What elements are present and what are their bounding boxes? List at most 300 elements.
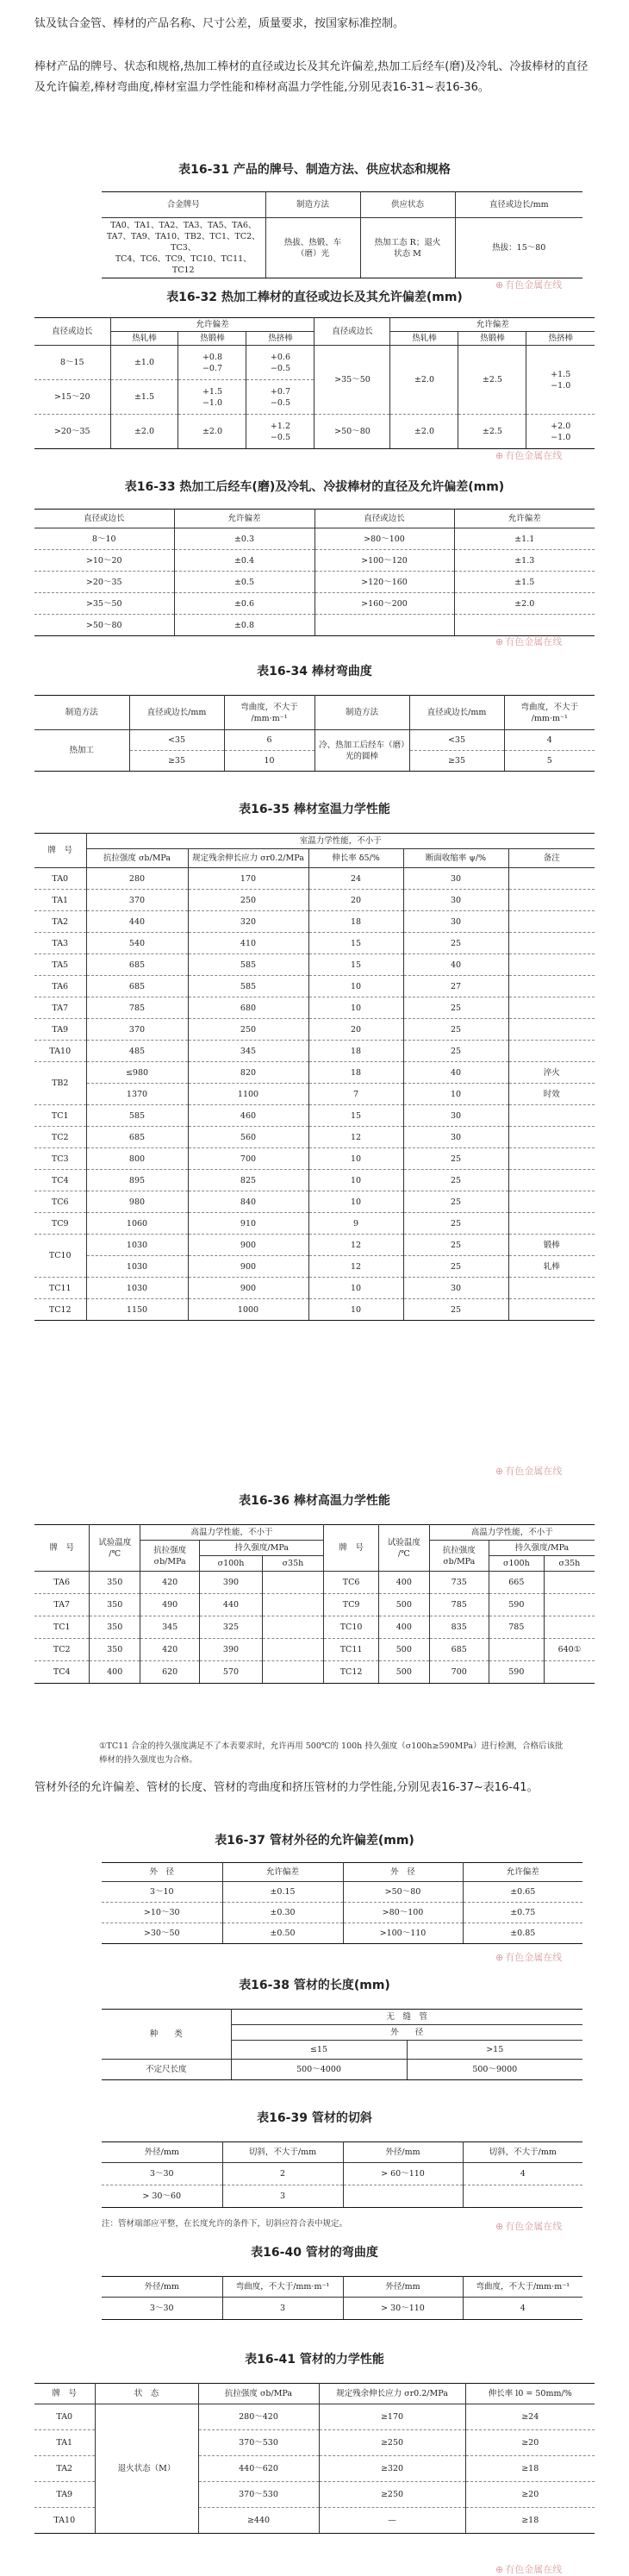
t37-cell: >100～110 xyxy=(343,1923,463,1944)
table-cell: 10 xyxy=(308,1148,403,1170)
table-16-37-caption: 表16-37 管材外径的允许偏差(mm) xyxy=(215,1834,414,1848)
table-cell: 25 xyxy=(403,1148,508,1170)
t35-h-d5: 伸长率 δ5/% xyxy=(308,849,403,868)
t36-h-dur: 持久强度/MPa xyxy=(200,1541,324,1556)
watermark: ⊕ 有色金属在线 xyxy=(495,635,562,648)
table-cell: TA7 xyxy=(34,1594,90,1616)
table-cell: ≥250 xyxy=(319,2430,465,2456)
t37-h-od: 外 径 xyxy=(102,1863,222,1882)
table-cell: 27 xyxy=(403,976,508,997)
t32-cell: ±1.0 xyxy=(110,346,178,380)
table-cell: TA9 xyxy=(34,1019,86,1041)
table-cell: 25 xyxy=(403,1170,508,1191)
t32-h-roll-2: 热轧棒 xyxy=(390,332,458,346)
t32-val: +1.5 xyxy=(202,386,223,397)
table-cell: TC12 xyxy=(34,1299,86,1321)
table-cell: TA9 xyxy=(34,2482,95,2508)
table-cell: 1030 xyxy=(86,1278,188,1299)
table-row xyxy=(34,1127,595,1148)
t33-cell: >50～80 xyxy=(34,615,174,636)
table-cell: 280 xyxy=(86,868,188,890)
table-cell: 320 xyxy=(188,911,308,933)
t33-cell: >160～200 xyxy=(314,593,454,615)
table-cell: 250 xyxy=(188,890,308,911)
t41-h-sr: 规定残余伸长应力 σr0.2/MPa xyxy=(319,2384,465,2404)
t35-cell: 时效 xyxy=(508,1084,595,1105)
t32-val: −1.0 xyxy=(551,380,571,391)
table-cell: 490 xyxy=(140,1594,200,1616)
table-cell xyxy=(508,954,595,976)
table-cell: TA10 xyxy=(34,1041,86,1062)
t39-h-od: 外径/mm xyxy=(102,2142,222,2163)
table-cell: TA2 xyxy=(34,911,86,933)
table-cell: 280～420 xyxy=(198,2404,319,2430)
table-cell xyxy=(508,1170,595,1191)
t40-cell: 3～30 xyxy=(102,2298,222,2320)
table-row xyxy=(34,1278,595,1299)
t40-cell: 4 xyxy=(463,2298,582,2320)
table-cell: 30 xyxy=(403,1278,508,1299)
t35-h-grade: 牌 号 xyxy=(34,834,86,868)
t31-h-size: 直径或边长/mm xyxy=(455,192,582,218)
table-cell: TA0 xyxy=(34,2404,95,2430)
t34-cell: 4 xyxy=(504,730,595,751)
table-16-36-caption: 表16-36 棒材高温力学性能 xyxy=(239,1494,390,1508)
t37-cell: >80～100 xyxy=(343,1903,463,1923)
table-cell: TC10 xyxy=(324,1616,379,1639)
t39-cell: > 60～110 xyxy=(343,2163,463,2185)
t31-grades-line: TC4、TC6、TC9、TC10、TC11、TC12 xyxy=(115,254,252,275)
t35-cell: 1370 xyxy=(86,1084,188,1105)
table-cell: 500 xyxy=(379,1661,430,1684)
table-cell xyxy=(508,1213,595,1235)
t36-h-sb xyxy=(140,1541,200,1572)
t32-val: +1.5 xyxy=(551,369,571,379)
t37-cell: 3～10 xyxy=(102,1882,222,1903)
t32-cell xyxy=(246,380,314,415)
table-16-31-caption: 表16-31 产品的牌号、制造方法、供应状态和规格 xyxy=(178,163,451,177)
t36-h-35-2: σ35h xyxy=(544,1556,595,1572)
t31-method-line: （磨）光 xyxy=(296,248,329,259)
t32-val: +2.0 xyxy=(551,421,571,431)
t31-size: 热拔：15～80 xyxy=(455,218,582,278)
table-row xyxy=(34,868,595,890)
table-cell: 250 xyxy=(188,1019,308,1041)
t34-cell: <35 xyxy=(409,730,504,751)
table-cell: 410 xyxy=(188,933,308,954)
table-cell: TA7 xyxy=(34,997,86,1019)
t35-cell: 12 xyxy=(308,1256,403,1278)
t34-h-bend xyxy=(224,696,314,730)
t32-val: −0.5 xyxy=(270,363,290,373)
t37-cell: ±0.65 xyxy=(463,1882,582,1903)
t40-h-od: 外径/mm xyxy=(102,2277,222,2298)
table-cell: 10 xyxy=(308,997,403,1019)
table-cell: 440 xyxy=(200,1594,262,1616)
table-cell: TC12 xyxy=(324,1661,379,1684)
table-cell: 785 xyxy=(86,997,188,1019)
t32-h-ext: 热挤棒 xyxy=(246,332,314,346)
t33-h-tol-2: 允许偏差 xyxy=(454,510,595,528)
t33-cell: >80～100 xyxy=(314,528,454,550)
t35-cell: 900 xyxy=(188,1235,308,1256)
table-row xyxy=(34,1594,595,1616)
t33-cell: ±1.3 xyxy=(454,550,595,572)
t34-h-bend-2 xyxy=(504,696,595,730)
t32-cell xyxy=(178,346,246,380)
table-16-36 xyxy=(34,1524,595,1684)
table-cell: 12 xyxy=(308,1127,403,1148)
t33-h-size-2: 直径或边长 xyxy=(314,510,454,528)
table-cell xyxy=(508,1127,595,1148)
t32-h-tol: 允许偏差 xyxy=(110,318,314,332)
table-16-34 xyxy=(34,695,595,772)
table-row xyxy=(34,933,595,954)
table-cell: ≥250 xyxy=(319,2482,465,2508)
table-cell: 640① xyxy=(544,1639,595,1661)
table-cell: 400 xyxy=(379,1616,430,1639)
table-cell: 30 xyxy=(403,1105,508,1127)
t35-cell: 7 xyxy=(308,1084,403,1105)
table-row xyxy=(34,954,595,976)
table-cell: 370 xyxy=(86,1019,188,1041)
table-cell: TA6 xyxy=(34,976,86,997)
t32-cell: ±2.5 xyxy=(458,346,526,415)
t32-val: −0.5 xyxy=(270,397,290,408)
table-cell: TC4 xyxy=(34,1170,86,1191)
table-cell: 25 xyxy=(403,1019,508,1041)
t32-cell xyxy=(246,415,314,449)
t33-cell: >120～160 xyxy=(314,572,454,593)
table-cell xyxy=(508,1019,595,1041)
t34-cell: 6 xyxy=(224,730,314,751)
table-cell xyxy=(262,1661,323,1684)
t32-cell: ±2.0 xyxy=(390,415,458,449)
t35-cell: 25 xyxy=(403,1235,508,1256)
t32-h-forge-2: 热锻棒 xyxy=(458,332,526,346)
table-row xyxy=(34,1299,595,1321)
table-cell: 350 xyxy=(90,1639,140,1661)
t35-h-sb: 抗拉强度 σb/MPa xyxy=(86,849,188,868)
table-cell: 735 xyxy=(429,1572,489,1594)
t33-cell: ±1.1 xyxy=(454,528,595,550)
t38-h-od: 外 径 xyxy=(231,2025,582,2041)
table-row xyxy=(34,1191,595,1213)
t39-cell xyxy=(463,2185,582,2208)
t35-cell: 18 xyxy=(308,1062,403,1084)
t38-cell: 500～9000 xyxy=(407,2060,582,2080)
table-cell xyxy=(262,1616,323,1639)
t31-grades-line: TA0、TA1、TA2、TA3、TA5、TA6、 xyxy=(110,221,257,230)
table-cell: 585 xyxy=(86,1105,188,1127)
t31-h-method: 制造方法 xyxy=(265,192,360,218)
t32-cell: >35～50 xyxy=(314,346,390,415)
t33-h-size: 直径或边长 xyxy=(34,510,174,528)
table-cell: 24 xyxy=(308,868,403,890)
t32-val: −0.5 xyxy=(270,432,290,442)
t34-h-bend-line: 弯曲度，不大于 xyxy=(240,702,298,712)
table-cell xyxy=(544,1594,595,1616)
t37-h-tol-2: 允许偏差 xyxy=(463,1863,582,1882)
t36-h-temp xyxy=(90,1525,140,1572)
table-cell: ≥320 xyxy=(319,2456,465,2482)
t31-method-line: 热拔、热锻、车 xyxy=(283,237,342,247)
t35-cell: 10 xyxy=(403,1084,508,1105)
table-cell xyxy=(544,1616,595,1639)
table-16-35-caption: 表16-35 棒材室温力学性能 xyxy=(239,803,390,816)
intro-paragraph: 钛及钛合金管、棒材的产品名称、尺寸公差，质量要求，按国家标准控制。 xyxy=(34,17,405,30)
t33-cell: ±0.4 xyxy=(174,550,314,572)
table-cell: 370～530 xyxy=(198,2482,319,2508)
t36-h-sb-line: 抗拉强度 xyxy=(153,1545,187,1555)
t32-val: +0.6 xyxy=(270,352,290,362)
t36-h-sb-line: σb/MPa xyxy=(153,1556,186,1566)
table-cell: ≥18 xyxy=(465,2456,595,2482)
t33-cell: >35～50 xyxy=(34,593,174,615)
t39-h-cut-2: 切斜，不大于/mm xyxy=(463,2142,582,2163)
t35-cell: 淬火 xyxy=(508,1062,595,1084)
table-row xyxy=(34,1572,595,1594)
t37-cell: ±0.75 xyxy=(463,1903,582,1923)
table-cell: TA1 xyxy=(34,890,86,911)
watermark: ⊕ 有色金属在线 xyxy=(495,448,562,462)
t37-cell: >30～50 xyxy=(102,1923,222,1944)
t34-method-1: 热加工 xyxy=(34,730,129,772)
table-cell: ≥18 xyxy=(465,2508,595,2534)
t34-h-size: 直径或边长/mm xyxy=(129,696,224,730)
table-cell: 25 xyxy=(403,1299,508,1321)
table-16-32 xyxy=(34,317,595,449)
table-row xyxy=(34,2404,595,2430)
t35-cell: 1030 xyxy=(86,1256,188,1278)
t32-val: +0.8 xyxy=(202,352,223,362)
table-cell: 590 xyxy=(489,1594,544,1616)
t32-h-roll: 热轧棒 xyxy=(110,332,178,346)
table-cell xyxy=(544,1661,595,1684)
table-row xyxy=(34,1105,595,1127)
t32-val: −0.7 xyxy=(202,363,223,373)
t35-grade-tc10: TC10 xyxy=(34,1235,86,1278)
t38-h-le: ≤15 xyxy=(231,2041,407,2060)
t35-grade-tb2: TB2 xyxy=(34,1062,86,1105)
t32-cell xyxy=(246,346,314,380)
table-cell: 30 xyxy=(403,868,508,890)
t37-cell: ±0.15 xyxy=(222,1882,343,1903)
table-16-41-caption: 表16-41 管材的力学性能 xyxy=(245,2353,384,2367)
t33-cell: ±2.0 xyxy=(454,593,595,615)
watermark: ⊕ 有色金属在线 xyxy=(495,1950,562,1964)
table-cell: — xyxy=(319,2508,465,2534)
table-cell: 585 xyxy=(188,954,308,976)
t32-cell xyxy=(526,346,595,415)
table-cell: 10 xyxy=(308,1278,403,1299)
table-row xyxy=(34,976,595,997)
table-cell: 390 xyxy=(200,1572,262,1594)
t31-h-grade: 合金牌号 xyxy=(102,192,265,218)
table-cell: 15 xyxy=(308,1105,403,1127)
table-cell: 10 xyxy=(308,976,403,997)
table-16-39 xyxy=(102,2141,582,2208)
t31-grades xyxy=(102,218,265,278)
t39-h-od-2: 外径/mm xyxy=(343,2142,463,2163)
table-cell: TA10 xyxy=(34,2508,95,2534)
watermark: ⊕ 有色金属在线 xyxy=(495,2562,562,2576)
table-cell: TC3 xyxy=(34,1148,86,1170)
t32-cell xyxy=(526,415,595,449)
table-cell: 440～620 xyxy=(198,2456,319,2482)
t41-h-sb: 抗拉强度 σb/MPa xyxy=(198,2384,319,2404)
table-cell: 910 xyxy=(188,1213,308,1235)
table-cell xyxy=(508,1148,595,1170)
table-cell: 40 xyxy=(403,954,508,976)
t32-val: −1.0 xyxy=(202,397,223,408)
table-row xyxy=(34,1019,595,1041)
t34-h-bend-line: /mm·m⁻¹ xyxy=(251,713,288,723)
table-16-39-caption: 表16-39 管材的切斜 xyxy=(257,2111,372,2125)
t35-h-note: 备注 xyxy=(508,849,595,868)
table-16-38 xyxy=(102,2009,582,2080)
table-cell xyxy=(508,1299,595,1321)
table-row xyxy=(34,1148,595,1170)
table-cell: 685 xyxy=(429,1639,489,1661)
t34-h-bend-line: 弯曲度，不大于 xyxy=(520,702,578,712)
table-row xyxy=(34,1170,595,1191)
table-cell: 18 xyxy=(308,1041,403,1062)
t36-h-35: σ35h xyxy=(262,1556,323,1572)
t34-cell: ≥35 xyxy=(129,751,224,772)
table-cell: 1150 xyxy=(86,1299,188,1321)
t34-h-size-2: 直径或边长/mm xyxy=(409,696,504,730)
table-cell: 25 xyxy=(403,1041,508,1062)
t36-footnote: ①TC11 合金的持久强度满足不了本表要求时，允许再用 500℃的 100h 持久强度（σ100h≥590MPa）进行检测，合格后该批棒材的持久强度也为合格。 xyxy=(99,1741,564,1765)
table-cell xyxy=(544,1572,595,1594)
table-cell: 400 xyxy=(379,1572,430,1594)
t38-h-kind: 种 类 xyxy=(102,2010,231,2060)
table-cell: 700 xyxy=(188,1148,308,1170)
table-cell: TC11 xyxy=(34,1278,86,1299)
t40-h-bend-2: 弯曲度，不大于/mm·m⁻¹ xyxy=(463,2277,582,2298)
t32-cell: ±2.0 xyxy=(110,415,178,449)
table-cell: TC1 xyxy=(34,1105,86,1127)
table-cell: 30 xyxy=(403,890,508,911)
t37-cell: >10～30 xyxy=(102,1903,222,1923)
table-cell xyxy=(262,1594,323,1616)
table-row xyxy=(34,1616,595,1639)
t33-cell xyxy=(454,615,595,636)
table-cell: TC6 xyxy=(34,1191,86,1213)
t40-cell: 3 xyxy=(222,2298,343,2320)
t39-cell: 3 xyxy=(222,2185,343,2208)
t36-h-dur-2: 持久强度/MPa xyxy=(489,1541,595,1556)
table-cell: 680 xyxy=(188,997,308,1019)
t35-h-psi: 断面收缩率 ψ/% xyxy=(403,849,508,868)
t41-state: 退火状态（M） xyxy=(95,2404,198,2534)
t32-cell: ±2.0 xyxy=(390,346,458,415)
t34-h-method-2: 制造方法 xyxy=(314,696,409,730)
table-cell: 10 xyxy=(308,1170,403,1191)
t36-h-100: σ100h xyxy=(200,1556,262,1572)
t35-cell: 1030 xyxy=(86,1235,188,1256)
table-16-40 xyxy=(102,2276,582,2320)
table-cell: 15 xyxy=(308,933,403,954)
table-cell: 685 xyxy=(86,1127,188,1148)
t32-val: −1.0 xyxy=(551,432,571,442)
t36-h-group: 高温力学性能，不小于 xyxy=(140,1525,324,1541)
table-cell xyxy=(508,1191,595,1213)
t37-cell: ±0.85 xyxy=(463,1923,582,1944)
watermark: ⊕ 有色金属在线 xyxy=(495,278,562,291)
t32-cell: >50～80 xyxy=(314,415,390,449)
table-cell xyxy=(508,890,595,911)
table-cell: 25 xyxy=(403,933,508,954)
table-cell: 800 xyxy=(86,1148,188,1170)
t39-cell: > 30～60 xyxy=(102,2185,222,2208)
table-cell xyxy=(508,933,595,954)
t36-h-sb-line: σb/MPa xyxy=(443,1556,476,1566)
t33-cell xyxy=(314,615,454,636)
t34-cell: 10 xyxy=(224,751,314,772)
table-cell: 350 xyxy=(90,1616,140,1639)
table-cell: 685 xyxy=(86,976,188,997)
table-cell: 585 xyxy=(188,976,308,997)
t38-h-seam: 无 缝 管 xyxy=(231,2010,582,2025)
t32-val: +0.7 xyxy=(270,386,290,397)
table-16-40-caption: 表16-40 管材的弯曲度 xyxy=(251,2246,378,2260)
t36-h-sb-2 xyxy=(429,1541,489,1572)
table-cell: ≥20 xyxy=(465,2482,595,2508)
table-cell: 895 xyxy=(86,1170,188,1191)
t34-cell: 5 xyxy=(504,751,595,772)
table-cell xyxy=(508,1105,595,1127)
t33-cell: ±0.5 xyxy=(174,572,314,593)
table-cell: 570 xyxy=(200,1661,262,1684)
table-cell: 785 xyxy=(489,1616,544,1639)
watermark: ⊕ 有色金属在线 xyxy=(495,2219,562,2233)
table-cell: 460 xyxy=(188,1105,308,1127)
table-16-37 xyxy=(102,1862,582,1944)
t41-h-elong: 伸长率 l0 = 50mm/% xyxy=(465,2384,595,2404)
t37-cell: ±0.50 xyxy=(222,1923,343,1944)
table-16-33 xyxy=(34,509,595,636)
watermark: ⊕ 有色金属在线 xyxy=(495,1464,562,1478)
table-cell: 665 xyxy=(489,1572,544,1594)
table-cell: 700 xyxy=(429,1661,489,1684)
t39-cell xyxy=(343,2185,463,2208)
t31-state xyxy=(360,218,455,278)
table-cell xyxy=(508,976,595,997)
table-cell: 10 xyxy=(308,1191,403,1213)
table-cell: 390 xyxy=(200,1639,262,1661)
table-16-32-caption: 表16-32 热加工棒材的直径或边长及其允许偏差(mm) xyxy=(166,291,463,304)
t35-cell: 40 xyxy=(403,1062,508,1084)
table-cell: TA0 xyxy=(34,868,86,890)
t40-h-od-2: 外径/mm xyxy=(343,2277,463,2298)
t32-h-size: 直径或边长 xyxy=(34,318,110,346)
table-cell xyxy=(489,1639,544,1661)
t39-h-cut: 切斜，不大于/mm xyxy=(222,2142,343,2163)
t32-cell xyxy=(178,380,246,415)
t32-cell: >15～20 xyxy=(34,380,110,415)
t34-h-bend-line: /mm·m⁻¹ xyxy=(531,713,568,723)
table-cell: 590 xyxy=(489,1661,544,1684)
t35-cell: 900 xyxy=(188,1256,308,1278)
table-cell xyxy=(508,868,595,890)
table-cell: 10 xyxy=(308,1299,403,1321)
t31-state-line: 状态 M xyxy=(394,248,421,259)
t32-cell: ±2.5 xyxy=(458,415,526,449)
table-cell: 835 xyxy=(429,1616,489,1639)
table-16-34-caption: 表16-34 棒材弯曲度 xyxy=(257,665,372,678)
